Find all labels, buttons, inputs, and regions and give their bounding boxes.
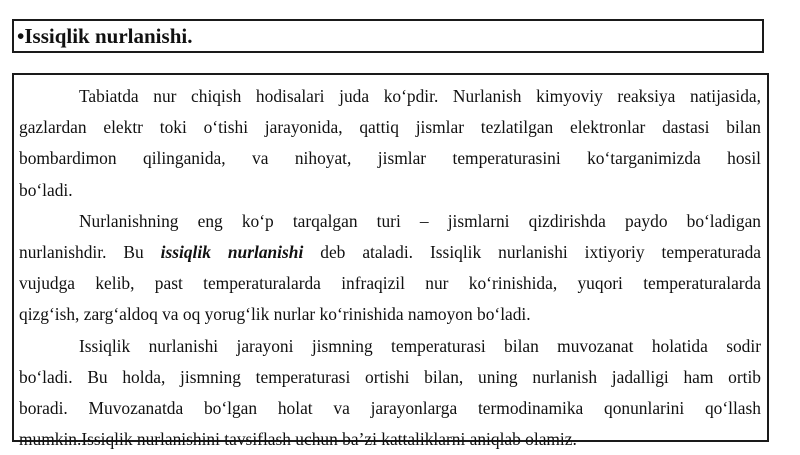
paragraph-2-line-4: qizg‘ish, zarg‘aldoq va oq yorug‘lik nurlar ko‘rinishida namoyon bo‘ladi. xyxy=(19,304,531,325)
paragraph-3-line-2: bo‘ladi. Bu holda, jismning temperaturasi ortishi bilan, uning nurlanish jadalligi ham ortib xyxy=(19,366,761,387)
content-box xyxy=(12,73,769,450)
paragraph-2-line-3: vujudga kelib, past temperaturalarda infraqizil nur ko‘rinishida, yuqori temperaturalarda xyxy=(19,273,761,294)
paragraph-1-line-4: bo‘ladi. xyxy=(19,179,73,200)
paragraph-3 xyxy=(19,331,761,455)
paragraph-2 xyxy=(19,206,761,331)
paragraph-3-line-1: Issiqlik nurlanishi jarayoni jismning temperaturasi bilan muvozanat holatida sodir xyxy=(79,335,761,356)
title-box xyxy=(12,19,764,53)
paragraph-2-line-2-after: deb ataladi. Issiqlik nurlanishi ixtiyoriy temperaturada xyxy=(303,242,762,263)
paragraph-1-line-2: gazlardan elektr toki o‘tishi jarayonida, qattiq jismlar tezlatilgan elektronlar dastasi bilan xyxy=(19,117,761,138)
paragraph-3-line-4: mumkin.Issiqlik nurlanishini tavsiflash uchun ba’zi kattaliklarni aniqlab olamiz. xyxy=(19,429,577,450)
paragraph-1-line-3: bombardimon qilinganida, va nihoyat, jismlar temperaturasini ko‘targanimizda hosil xyxy=(19,148,761,169)
paragraph-1-line-1: Tabiatda nur chiqish hodisalari juda ko‘pdir. Nurlanish kimyoviy reaksiya natijasida, xyxy=(79,86,761,106)
title-bullet: • xyxy=(17,23,25,48)
title-text: Issiqlik nurlanishi. xyxy=(24,23,193,48)
section-title xyxy=(17,23,193,48)
paragraph-1 xyxy=(19,81,761,206)
paragraph-2-line-2-before: nurlanishdir. Bu xyxy=(19,242,161,263)
paragraph-2-line-1: Nurlanishning eng ko‘p tarqalgan turi – jismlarni qizdirishda paydo bo‘ladigan xyxy=(79,210,761,231)
paragraph-3-line-3: boradi. Muvozanatda bo‘lgan holat va jarayonlarga termodinamika qonunlarini qo‘llash xyxy=(19,398,761,419)
paragraph-2-line-2 xyxy=(19,237,761,268)
term-emphasis: issiqlik nurlanishi xyxy=(160,242,304,263)
